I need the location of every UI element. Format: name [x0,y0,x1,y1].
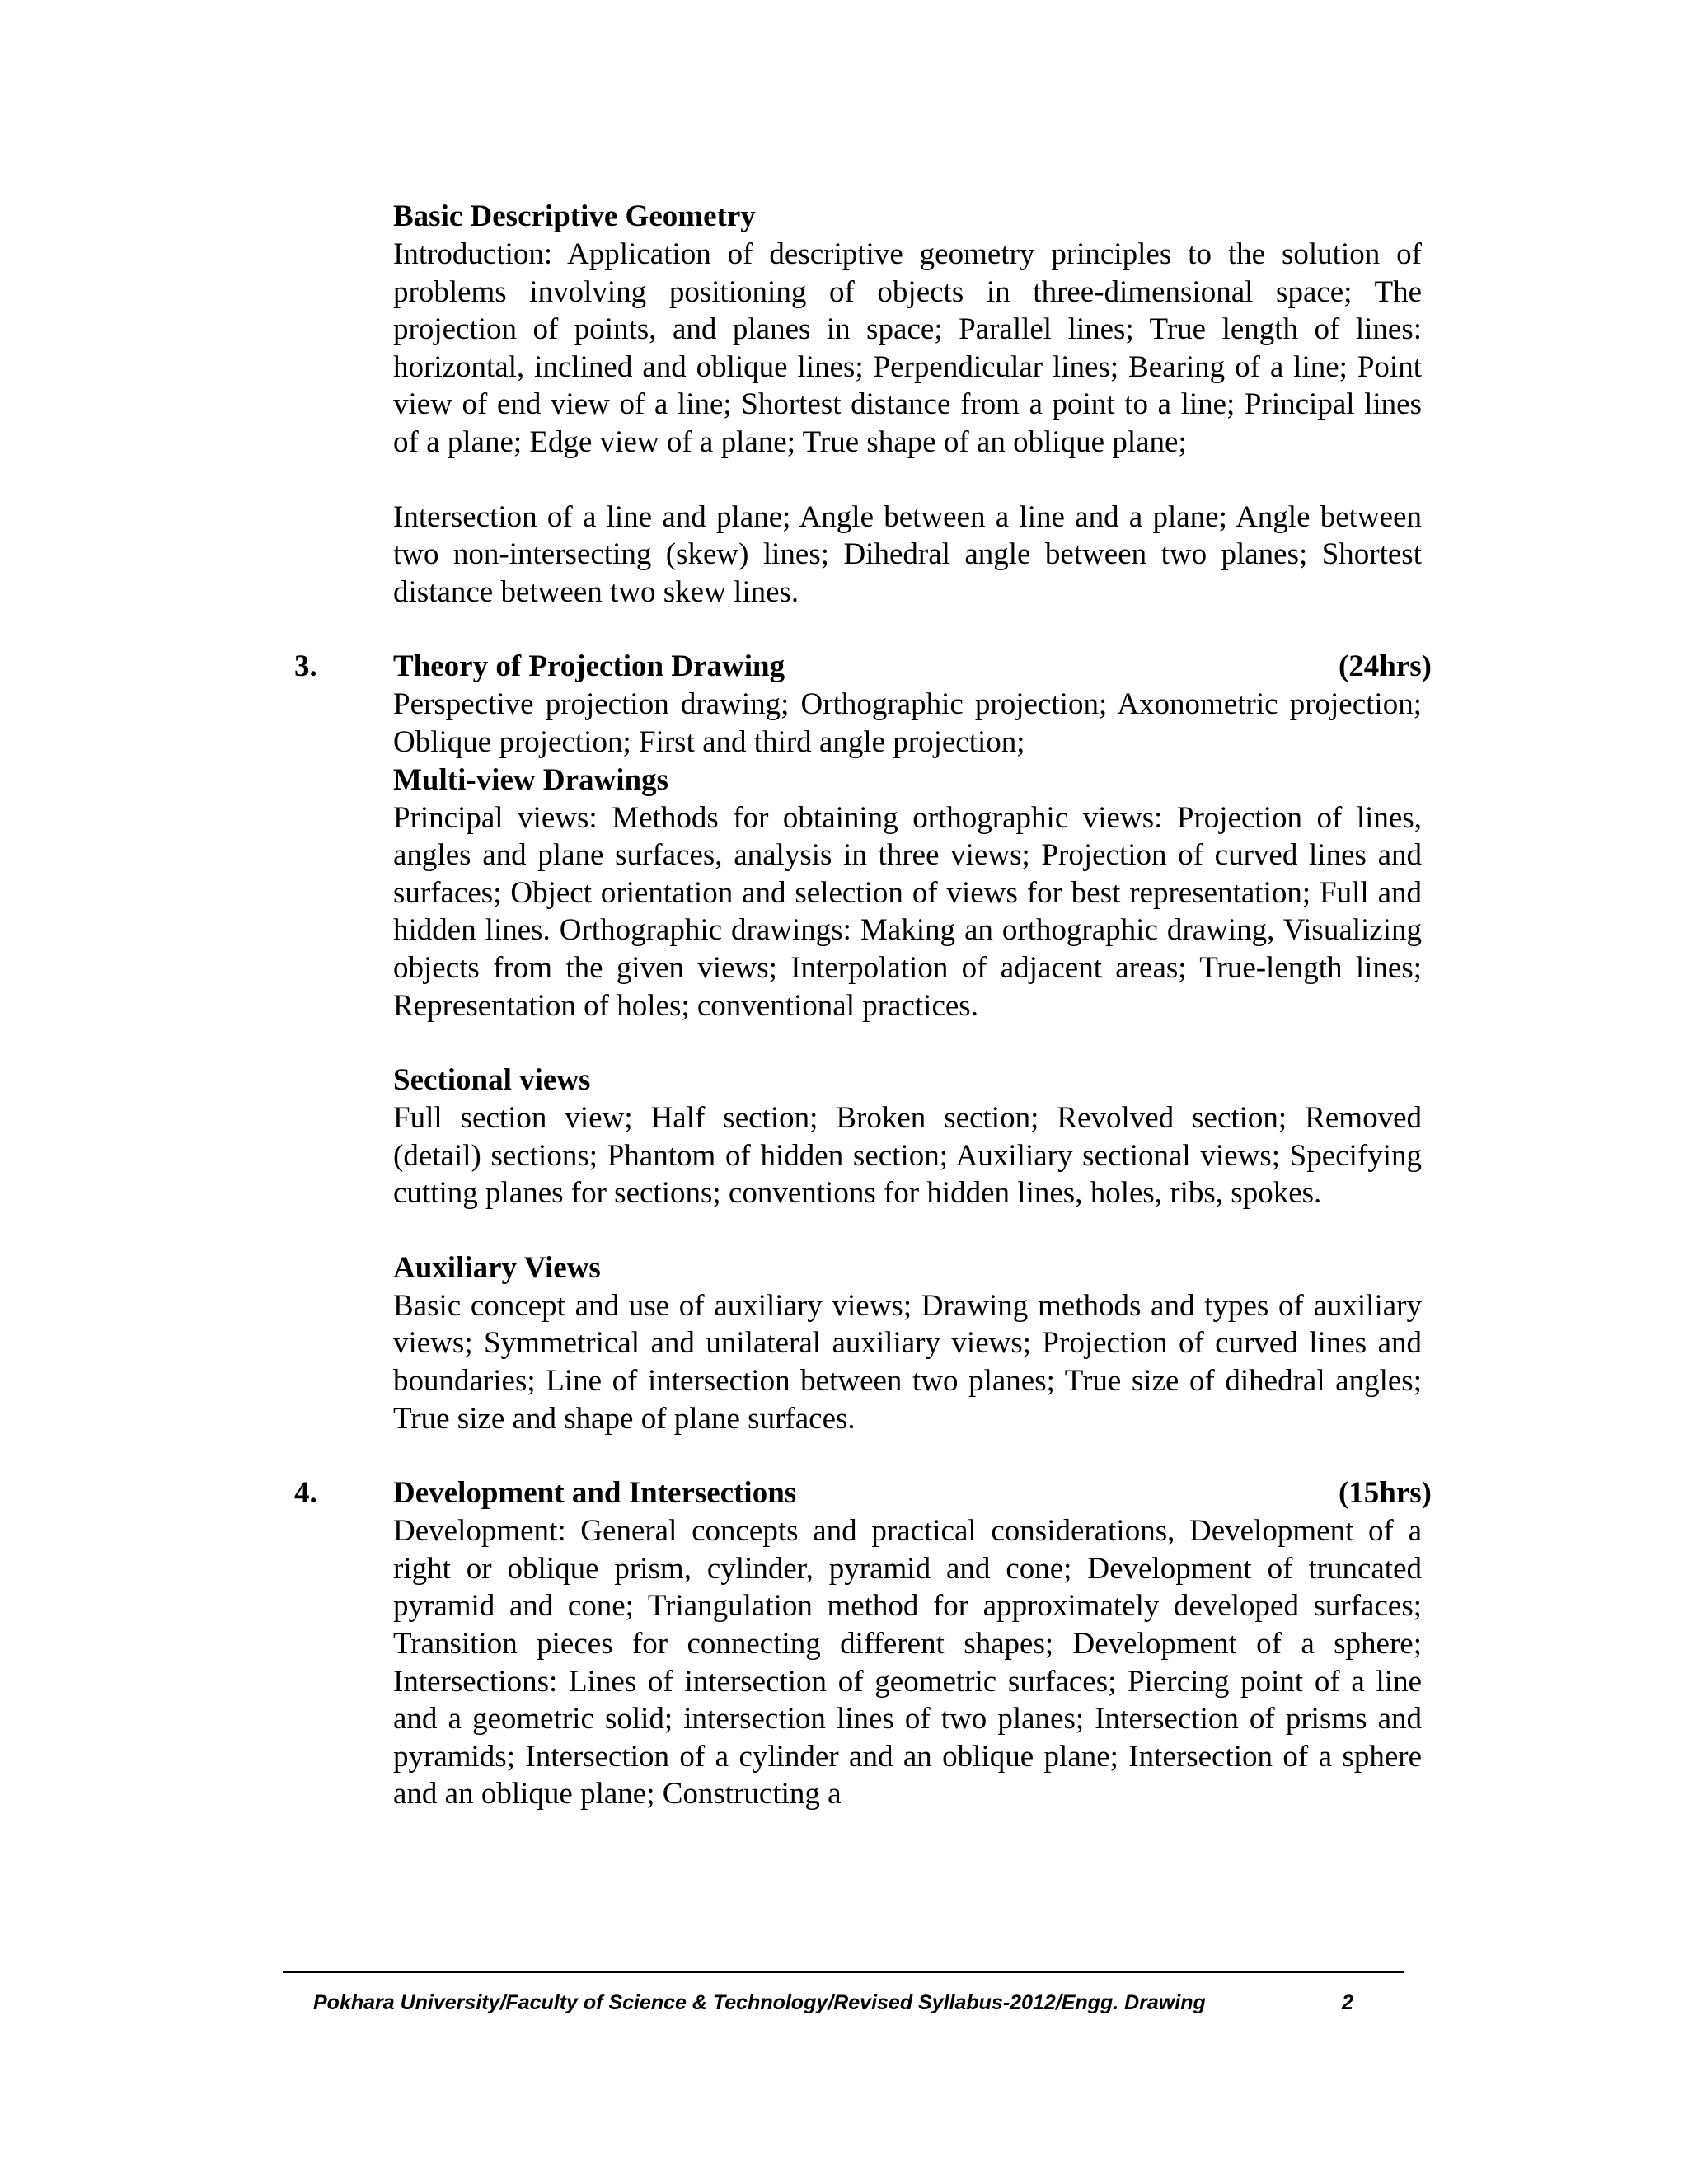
heading-multi-view-drawings: Multi-view Drawings [393,762,668,797]
section-3-number: 3. [294,649,317,684]
spacer [393,1212,1422,1249]
paragraph-sectional-views: Full section view; Half section; Broken section; Revolved section; Removed (detail) sections; Phantom of hidden section; Auxiliary sectional views; Specifying cutting planes for sections; conventions for hidden lines, holes, ribs, spokes. [393,1101,1422,1211]
section-4-hours: (15hrs) [1338,1476,1432,1511]
heading-basic-descriptive-geometry: Basic Descriptive Geometry [393,199,756,233]
footer-text: Pokhara University/Faculty of Science & Technology/Revised Syllabus-2012/Engg. Drawing [313,1991,1206,2014]
spacer [393,462,1422,499]
page-content [294,198,1432,1813]
spacer [393,611,1422,648]
section-3-intro: Perspective projection drawing; Orthographic projection; Axonometric projection; Oblique projection; First and third angle projection; [393,687,1422,759]
section-3-header [294,648,1432,686]
spacer [393,1437,1422,1474]
section-4-number: 4. [294,1476,317,1511]
section-3-hours: (24hrs) [1338,649,1432,684]
spacer [393,1024,1422,1062]
paragraph-development: Development: General concepts and practical considerations, Development of a right or oblique prism, cylinder, pyramid and cone; Development of truncated pyramid and cone; Triangulation method for approximately developed surfaces; Transition pieces for connecting different shapes; Development of a sphere; Intersections: Lines of intersection of geometric surfaces; Piercing point of a line and a geometric solid; intersection lines of two planes; Intersection of prisms and pyramids; Intersection of a cylinder and an oblique plane; Intersection of a sphere and an oblique plane; Constructing a [393,1514,1422,1811]
page-number: 2 [1342,1991,1353,2014]
paragraph-introduction: Introduction: Application of descriptive geometry principles to the solution of problems involving positioning of objects in three-dimensional space; The projection of points, and planes in space; Parallel lines; True length of lines: horizontal, inclined and oblique lines; Perpendicular lines; Bearing of a line; Point view of end view of a line; Shortest distance from a point to a line; Principal lines of a plane; Edge view of a plane; True shape of an oblique plane; [393,237,1422,459]
paragraph-multi-view-drawings: Principal views: Methods for obtaining orthographic views: Projection of lines, angles and plane surfaces, analysis in three views; Projection of curved lines and surfaces; Object orientation and selection of views for best representation; Full and hidden lines. Orthographic drawings: Making an orthographic drawing, Visualizing objects from the given views; Interpolation of adjacent areas; True-length lines; Representation of holes; conventional practices. [393,800,1422,1023]
section-3-title: Theory of Projection Drawing [393,649,785,684]
heading-sectional-views: Sectional views [393,1063,591,1098]
paragraph-auxiliary-views: Basic concept and use of auxiliary views; Drawing methods and types of auxiliary views; Symmetrical and unilateral auxiliary views; Projection of curved lines and boundaries; Line of intersection between two planes; True size of dihedral angles; True size and shape of plane surfaces. [393,1288,1422,1436]
section-4-header [294,1474,1432,1512]
heading-auxiliary-views: Auxiliary Views [393,1250,601,1285]
paragraph-intersection: Intersection of a line and plane; Angle between a line and a plane; Angle between two non-intersecting (skew) lines; Dihedral angle between two planes; Shortest distance between two skew lines. [393,499,1422,609]
section-4-title: Development and Intersections [393,1476,797,1511]
footer-divider [283,1971,1404,1973]
